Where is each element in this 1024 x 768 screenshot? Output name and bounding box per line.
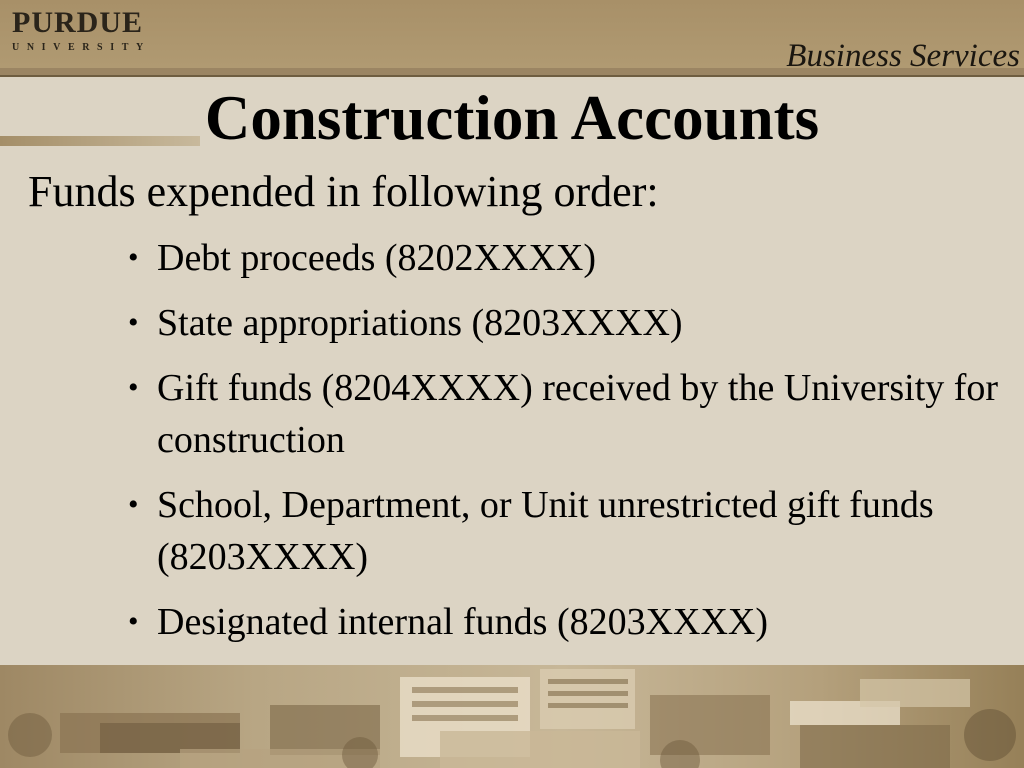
bullet-item xyxy=(128,362,1008,466)
bullet-list xyxy=(128,232,1008,661)
logo-subtitle: UNIVERSITY xyxy=(12,42,151,53)
header-divider-dark xyxy=(0,75,1024,77)
purdue-logo xyxy=(12,6,180,54)
slide-title: Construction Accounts xyxy=(204,83,820,153)
bullet-dot-icon: • xyxy=(128,371,139,404)
lead-text: Funds expended in following order: xyxy=(28,167,659,216)
bullet-dot-icon: • xyxy=(128,605,139,638)
bullet-text: Gift funds (8204XXXX) received by the University for construction xyxy=(157,367,999,461)
bullet-item xyxy=(128,596,1008,648)
bullet-text: Designated internal funds (8203XXXX) xyxy=(157,601,769,643)
bullet-item xyxy=(128,232,1008,284)
bullet-dot-icon: • xyxy=(128,241,139,274)
department-label: Business Services xyxy=(786,38,1020,74)
bullet-dot-icon: • xyxy=(128,488,139,521)
bullet-text: School, Department, or Unit unrestricted gift funds (8203XXXX) xyxy=(157,484,934,578)
bullet-dot-icon: • xyxy=(128,306,139,339)
logo-wordmark: PURDUE xyxy=(12,6,143,39)
campus-aerial-photo xyxy=(0,665,1024,768)
bullet-item xyxy=(128,297,1008,349)
bullet-text: Debt proceeds (8202XXXX) xyxy=(157,237,596,279)
campus-skyline-image xyxy=(0,665,1024,768)
bullet-item xyxy=(128,479,1008,583)
bullet-text: State appropriations (8203XXXX) xyxy=(157,302,683,344)
